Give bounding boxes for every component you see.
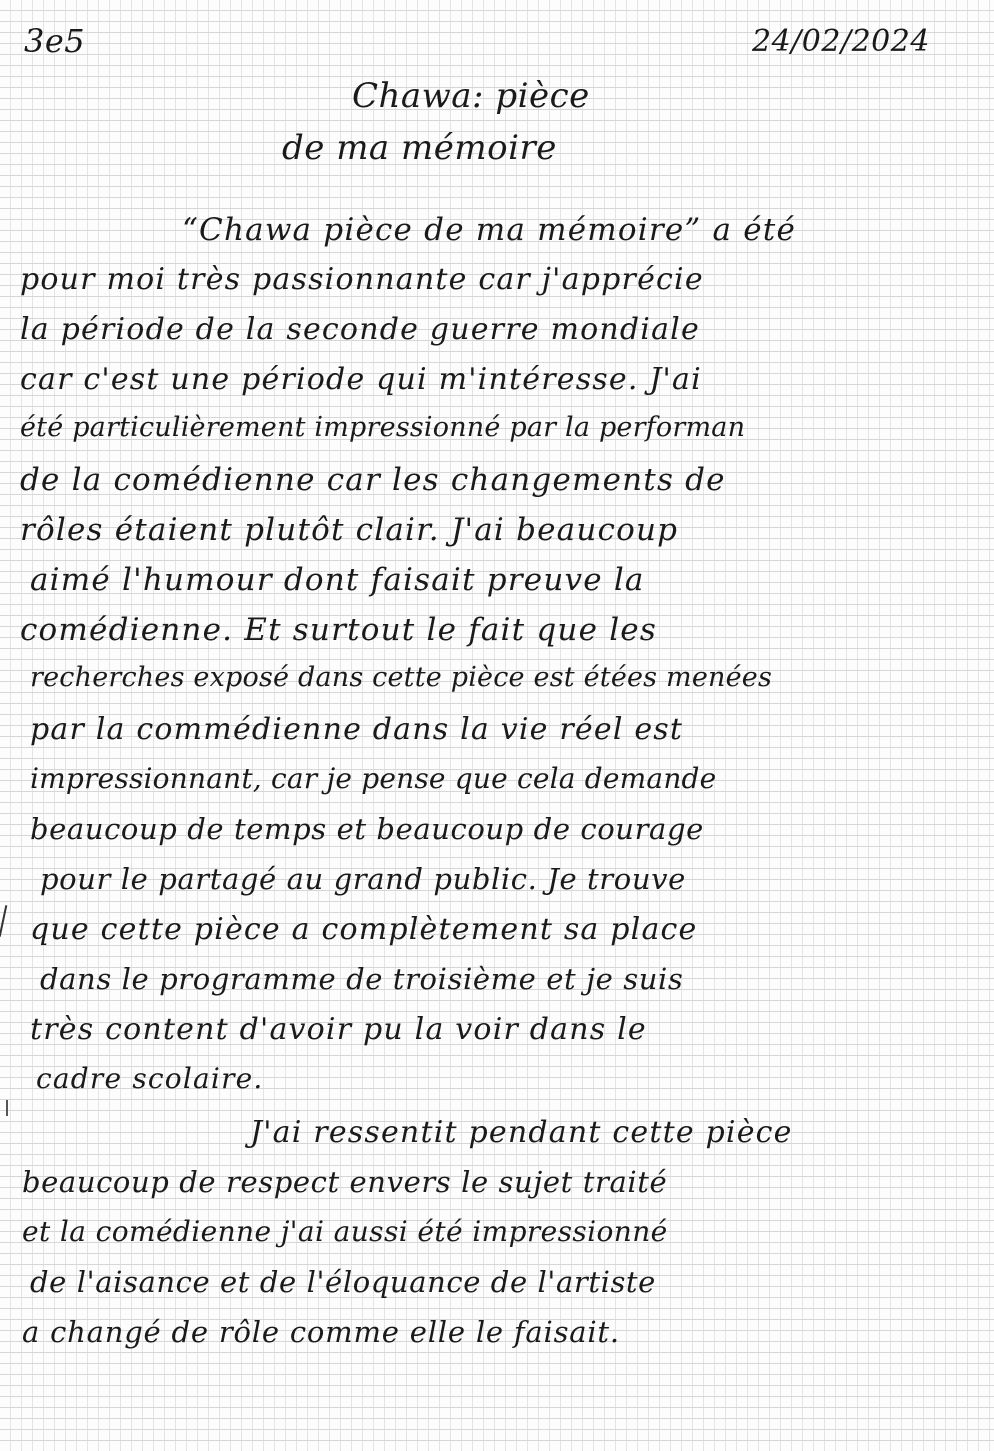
- paragraph-line: dans le programme de troisième et je suis: [40, 962, 684, 996]
- paragraph-line: rôles étaient plutôt clair. J'ai beaucoup: [20, 512, 679, 548]
- class-label: 3e5: [24, 22, 86, 60]
- paragraph-line: et la comédienne j'ai aussi été impressionné: [22, 1215, 668, 1248]
- paragraph-line: de la comédienne car les changements de: [20, 462, 726, 498]
- paragraph-line: aimé l'humour dont faisait preuve la: [30, 562, 645, 598]
- paragraph-line: beaucoup de respect envers le sujet traité: [22, 1165, 668, 1199]
- paragraph-line: J'ai ressentit pendant cette pièce: [250, 1115, 793, 1150]
- margin-mark: [0, 905, 7, 937]
- paragraph-line: très content d'avoir pu la voir dans le: [30, 1012, 647, 1047]
- paragraph-line: recherches exposé dans cette pièce est étées menées: [30, 662, 772, 693]
- paragraph-line: beaucoup de temps et beaucoup de courage: [30, 812, 704, 846]
- paragraph-line: comédienne. Et surtout le fait que les: [20, 612, 657, 648]
- date-label: 24/02/2024: [752, 24, 930, 59]
- paragraph-line: pour moi très passionnante car j'apprécie: [20, 262, 704, 297]
- paragraph-line: car c'est une période qui m'intéresse. J'ai: [20, 362, 702, 397]
- paragraph-line: la période de la seconde guerre mondiale: [20, 312, 700, 347]
- paragraph-line: été particulièrement impressionné par la performan: [20, 412, 746, 443]
- paragraph-line: cadre scolaire.: [36, 1062, 264, 1095]
- paragraph-line: a changé de rôle comme elle le faisait.: [22, 1315, 620, 1349]
- paragraph-line: pour le partagé au grand public. Je trouve: [40, 862, 686, 896]
- title-line-1: Chawa: pièce: [352, 76, 590, 116]
- margin-mark: [6, 1100, 8, 1116]
- paragraph-line: de l'aisance et de l'éloquance de l'artiste: [30, 1265, 656, 1299]
- paragraph-line: “Chawa pièce de ma mémoire” a été: [182, 212, 796, 248]
- paragraph-line: par la commédienne dans la vie réel est: [30, 712, 684, 747]
- paragraph-line: impressionnant, car je pense que cela demande: [30, 762, 717, 795]
- paragraph-line: que cette pièce a complètement sa place: [30, 912, 698, 947]
- title-line-2: de ma mémoire: [282, 128, 557, 168]
